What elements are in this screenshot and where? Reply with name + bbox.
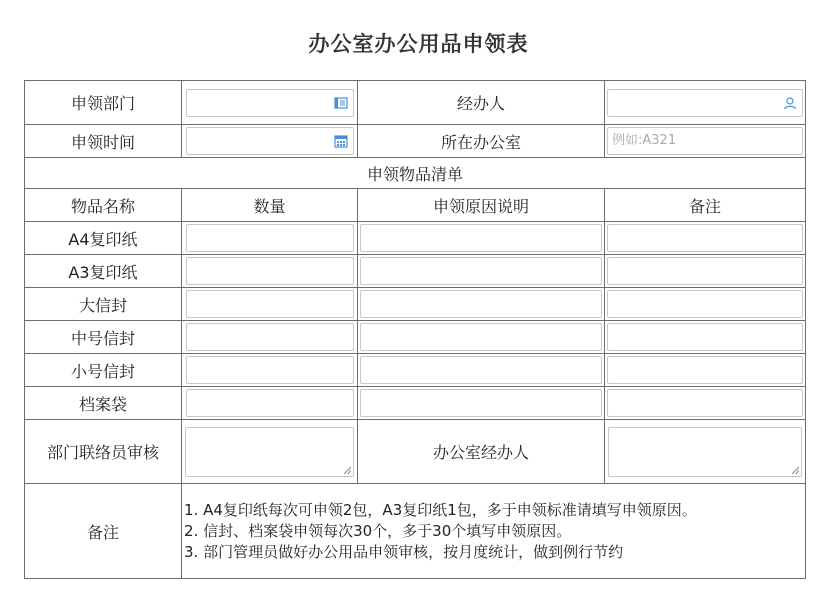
remark-input[interactable] [607, 224, 803, 252]
col-header-reason: 申领原因说明 [358, 189, 605, 222]
notes-label: 备注 [25, 484, 182, 579]
quantity-input[interactable] [186, 356, 354, 384]
row-notes [25, 484, 806, 579]
reason-input[interactable] [360, 224, 601, 252]
time-cell [182, 125, 358, 158]
org-card-icon[interactable] [334, 96, 348, 110]
table-row [25, 354, 806, 387]
remark-input[interactable] [607, 290, 803, 318]
row-column-headers [25, 189, 806, 222]
quantity-input[interactable] [186, 257, 354, 285]
table-row [25, 288, 806, 321]
dept-review-textarea[interactable] [185, 427, 355, 477]
time-field[interactable] [186, 127, 354, 155]
table-row [25, 321, 806, 354]
handler-label: 经办人 [358, 81, 605, 125]
item-name: 大信封 [25, 288, 182, 321]
col-header-item: 物品名称 [25, 189, 182, 222]
table-row [25, 387, 806, 420]
handler-field[interactable] [607, 89, 803, 117]
reason-input[interactable] [360, 389, 601, 417]
remark-input[interactable] [607, 257, 803, 285]
resize-grip-icon[interactable] [343, 466, 351, 474]
row-time [25, 125, 806, 158]
reason-input[interactable] [360, 323, 601, 351]
calendar-icon[interactable] [334, 134, 348, 148]
dept-review-label: 部门联络员审核 [25, 420, 182, 484]
office-handler-label: 办公室经办人 [358, 420, 605, 484]
form-title: 办公室办公用品申领表 [308, 31, 529, 56]
col-header-quantity: 数量 [182, 189, 358, 222]
user-icon[interactable] [783, 96, 797, 110]
col-header-remark: 备注 [605, 189, 806, 222]
quantity-input[interactable] [186, 389, 354, 417]
reason-input[interactable] [360, 290, 601, 318]
item-name: 小号信封 [25, 354, 182, 387]
remark-input[interactable] [607, 356, 803, 384]
note-line: 1. A4复印纸每次可申领2包，A3复印纸1包，多于申领标准请填写申领原因。 [184, 500, 697, 519]
dept-label: 申领部门 [25, 81, 182, 125]
office-label: 所在办公室 [358, 125, 605, 158]
note-line: 2. 信封、档案袋申领每次30个，多于30个填写申领原因。 [184, 521, 572, 540]
quantity-input[interactable] [186, 323, 354, 351]
office-cell [605, 125, 806, 158]
item-name: A4复印纸 [25, 222, 182, 255]
handler-cell [605, 81, 806, 125]
reason-input[interactable] [360, 257, 601, 285]
office-handler-textarea[interactable] [608, 427, 802, 477]
table-row [25, 222, 806, 255]
requisition-form-table [24, 80, 806, 579]
table-row [25, 255, 806, 288]
reason-input[interactable] [360, 356, 601, 384]
row-dept [25, 81, 806, 125]
dept-field[interactable] [186, 89, 354, 117]
item-name: 档案袋 [25, 387, 182, 420]
note-line: 3. 部门管理员做好办公用品申领审核，按月度统计，做到例行节约 [184, 542, 624, 561]
time-label: 申领时间 [25, 125, 182, 158]
row-items-title [25, 158, 806, 189]
quantity-input[interactable] [186, 224, 354, 252]
notes-content [182, 484, 806, 579]
item-name: A3复印纸 [25, 255, 182, 288]
items-section-title: 申领物品清单 [25, 158, 806, 189]
remark-input[interactable] [607, 323, 803, 351]
row-approval [25, 420, 806, 484]
dept-cell [182, 81, 358, 125]
office-input[interactable]: 例如:A321 [607, 127, 803, 155]
quantity-input[interactable] [186, 290, 354, 318]
item-name: 中号信封 [25, 321, 182, 354]
remark-input[interactable] [607, 389, 803, 417]
resize-grip-icon[interactable] [791, 466, 799, 474]
